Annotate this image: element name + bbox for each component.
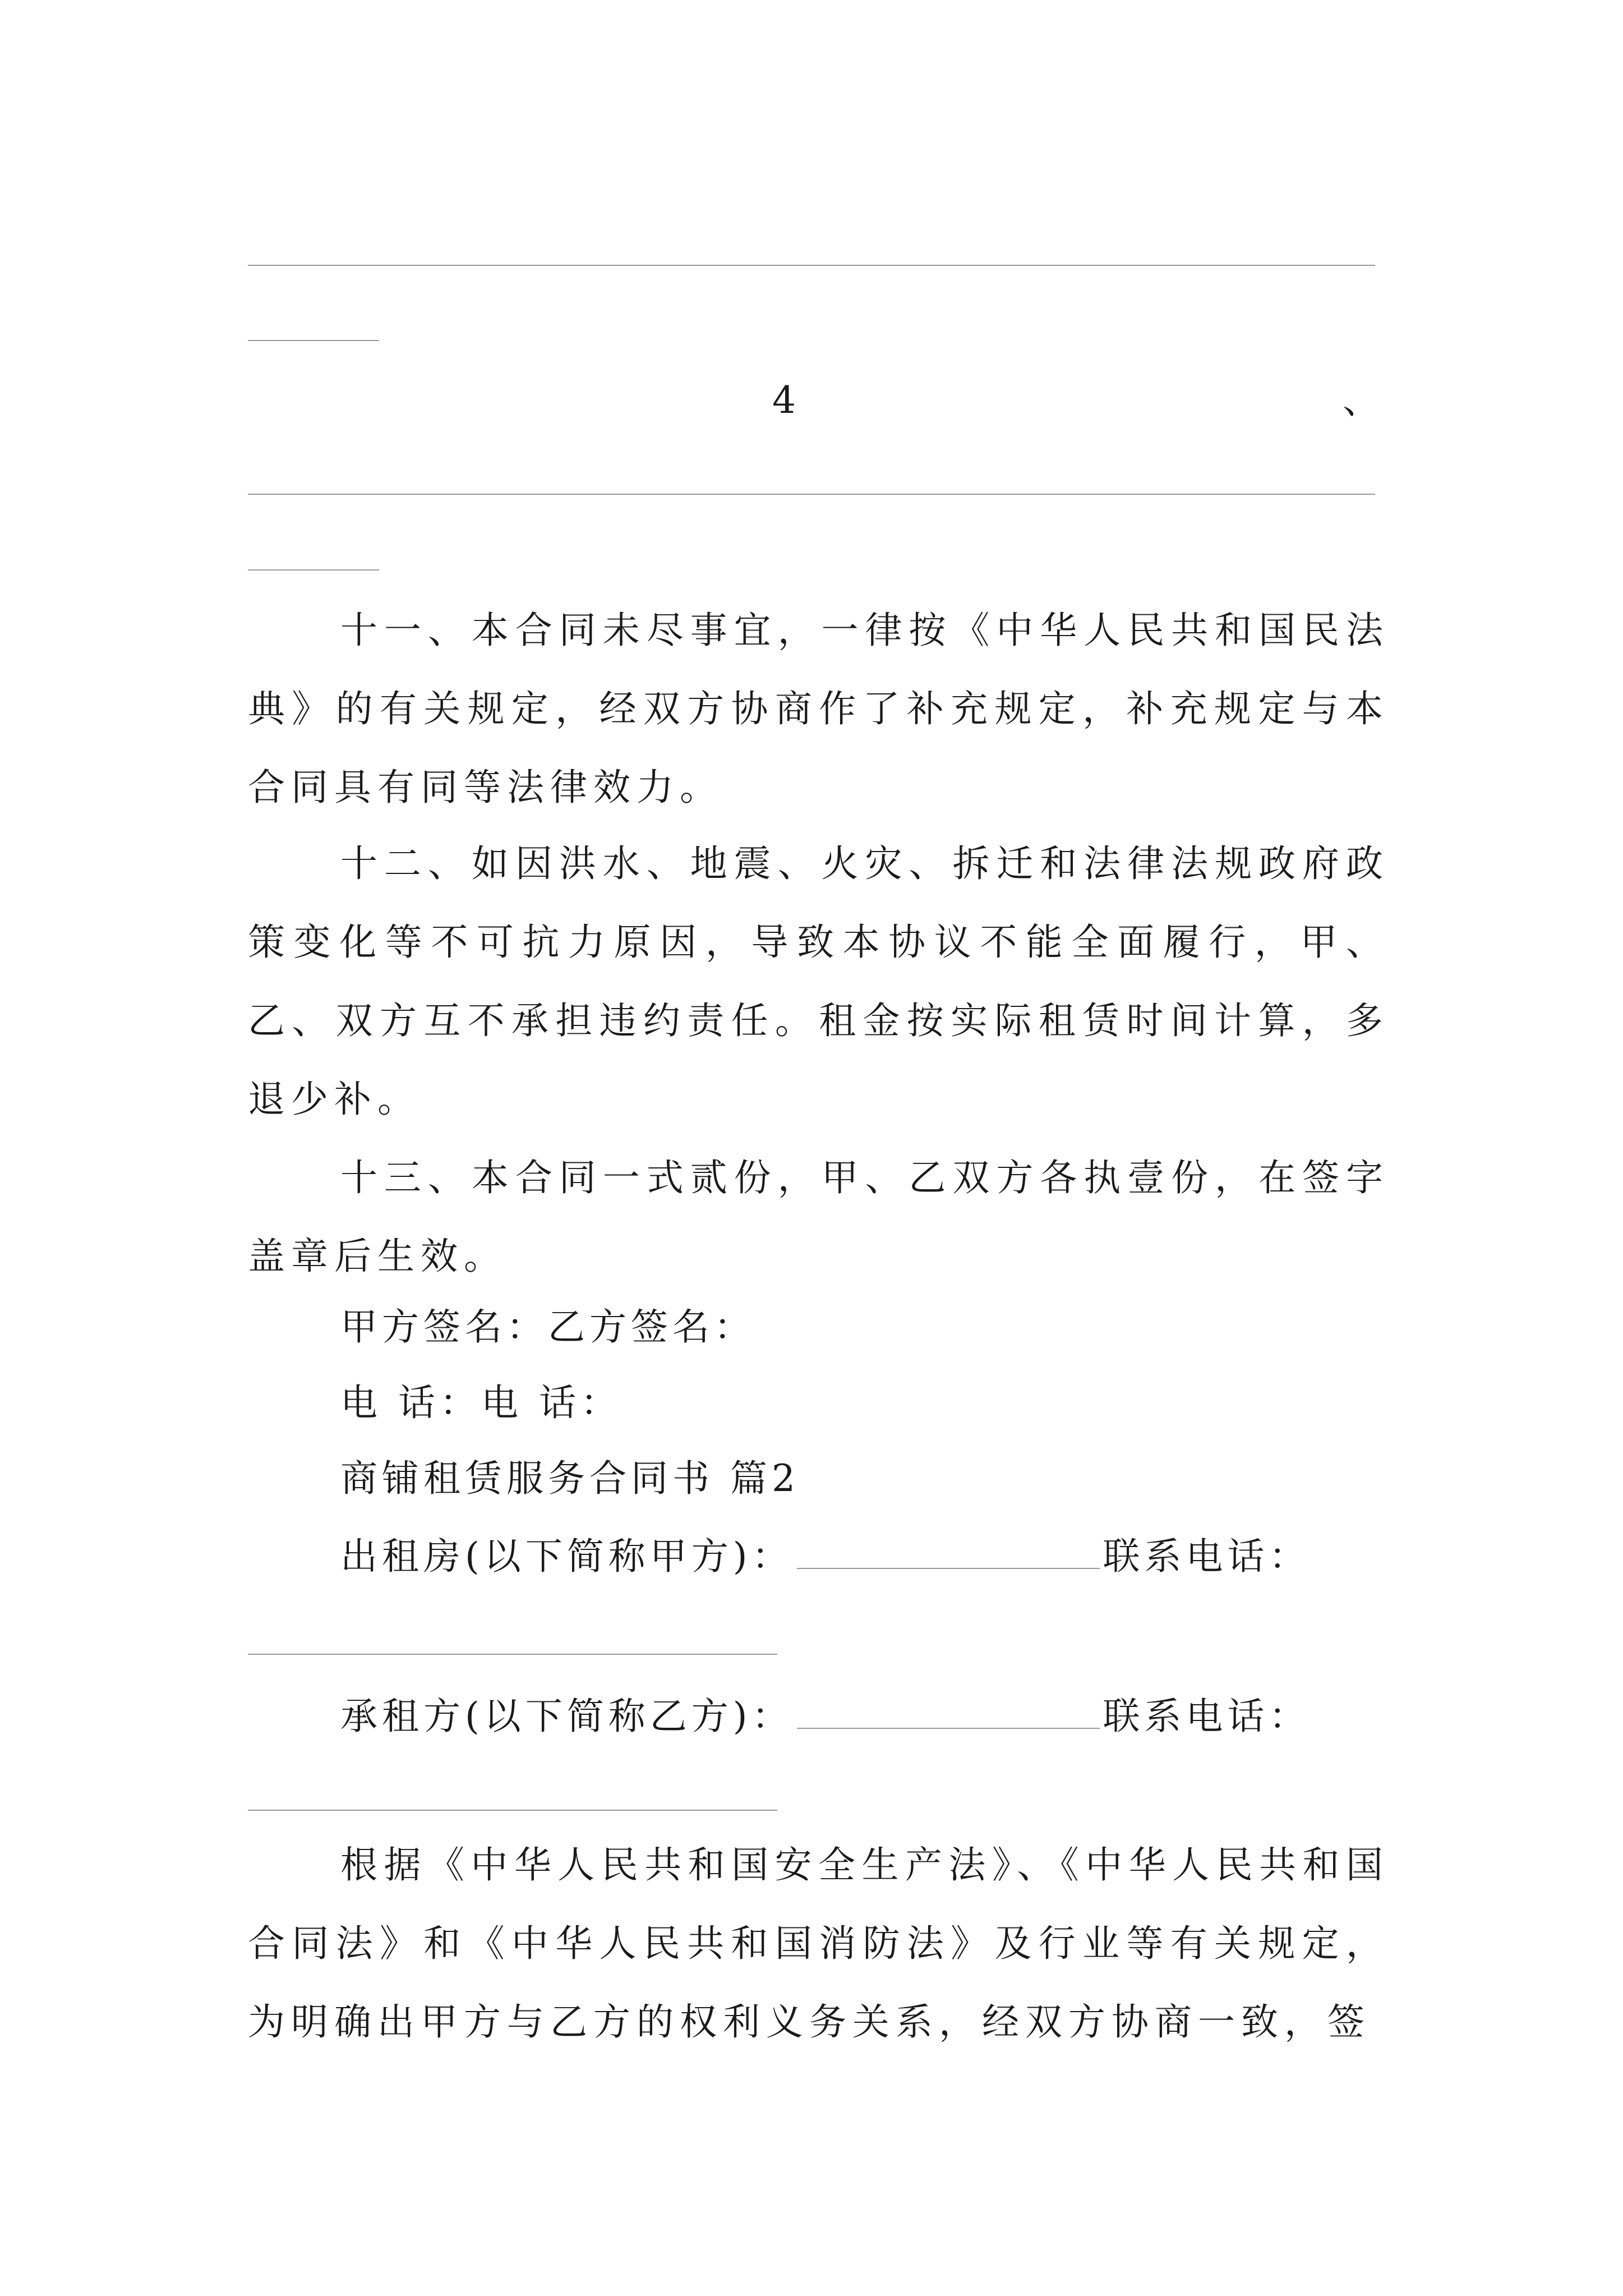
section2-intro: 根据《中华人民共和国安全生产法》、《中华人民共和国合同法》和《中华人民共和国消防法》及行业等有关规定，为明确出甲方与乙方的权利义务关系，经双方协商一致，签 xyxy=(248,1843,1389,2044)
signature-line: 甲方签名：乙方签名： xyxy=(340,1305,755,1349)
fill-in-line xyxy=(248,494,1375,495)
fill-in-line xyxy=(248,569,379,570)
lessee-phone-label: 联系电话： xyxy=(1103,1695,1311,1738)
fill-in-line xyxy=(248,265,1375,266)
lessee-label: 承租方(以下简称乙方)： xyxy=(340,1695,794,1738)
phone-line: 电 话：电 话： xyxy=(340,1381,622,1424)
clause-12: 十二、如因洪水、地震、火灾、拆迁和法律法规政府政策变化等不可抗力原因，导致本协议不能全面履行，甲、乙、双方互不承担违约责任。租金按实际租赁时间计算，多退少补。 xyxy=(248,842,1389,1121)
lessor-phone-label: 联系电话： xyxy=(1103,1535,1311,1578)
lessee-line xyxy=(340,1694,1311,1737)
clause-13: 十三、本合同一式贰份，甲、乙双方各执壹份，在签字盖章后生效。 xyxy=(248,1156,1389,1278)
clause-11: 十一、本合同未尽事宜，一律按《中华人民共和国民法典》的有关规定，经双方协商作了补充规定，补充规定与本合同具有同等法律效力。 xyxy=(248,609,1389,809)
fill-in-line xyxy=(248,340,379,341)
lessee-name-blank xyxy=(797,1694,1100,1729)
list-item-number: 4 xyxy=(772,379,799,422)
fill-in-line xyxy=(248,1654,777,1655)
lessor-label: 出租房(以下简称甲方)： xyxy=(340,1535,794,1578)
lessor-name-blank xyxy=(797,1534,1100,1569)
list-item-separator: 、 xyxy=(1343,379,1383,422)
fill-in-line xyxy=(248,1810,777,1811)
section-title: 商铺租赁服务合同书 篇2 xyxy=(340,1457,800,1500)
lessor-line xyxy=(340,1534,1311,1577)
